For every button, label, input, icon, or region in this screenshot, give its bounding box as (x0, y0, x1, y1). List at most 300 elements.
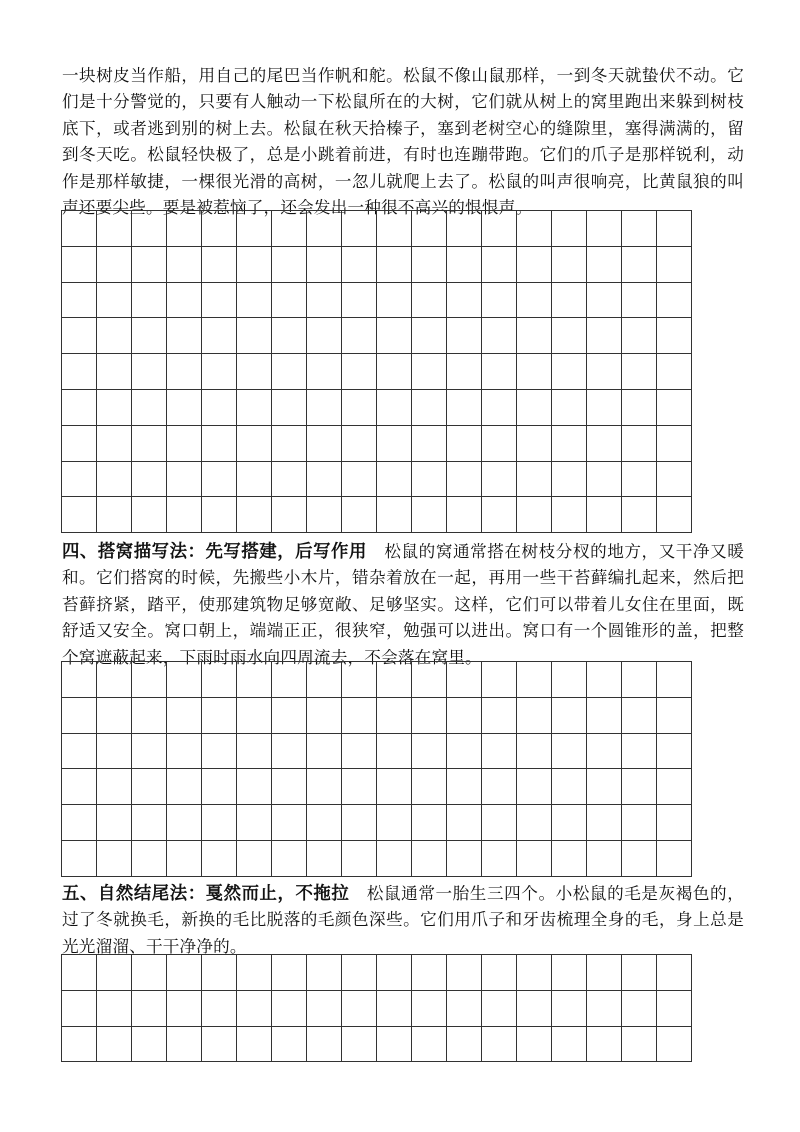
grid-cell[interactable] (167, 805, 202, 841)
grid-cell[interactable] (657, 497, 692, 533)
grid-cell[interactable] (272, 662, 307, 698)
grid-cell[interactable] (62, 955, 97, 991)
grid-cell[interactable] (202, 354, 237, 390)
grid-cell[interactable] (97, 461, 132, 497)
grid-cell[interactable] (622, 389, 657, 425)
grid-cell[interactable] (237, 955, 272, 991)
grid-cell[interactable] (237, 769, 272, 805)
grid-cell[interactable] (622, 662, 657, 698)
grid-cell[interactable] (482, 990, 517, 1026)
grid-cell[interactable] (307, 955, 342, 991)
grid-cell[interactable] (552, 282, 587, 318)
grid-cell[interactable] (97, 805, 132, 841)
grid-cell[interactable] (62, 389, 97, 425)
grid-cell[interactable] (587, 955, 622, 991)
grid-cell[interactable] (307, 318, 342, 354)
grid-cell[interactable] (447, 805, 482, 841)
grid-cell[interactable] (587, 211, 622, 247)
grid-cell[interactable] (62, 211, 97, 247)
grid-cell[interactable] (202, 733, 237, 769)
grid-cell[interactable] (482, 497, 517, 533)
grid-cell[interactable] (97, 354, 132, 390)
grid-cell[interactable] (552, 389, 587, 425)
grid-cell[interactable] (237, 282, 272, 318)
grid-cell[interactable] (272, 282, 307, 318)
grid-cell[interactable] (307, 990, 342, 1026)
grid-cell[interactable] (342, 425, 377, 461)
grid-cell[interactable] (342, 697, 377, 733)
grid-cell[interactable] (237, 318, 272, 354)
grid-cell[interactable] (307, 769, 342, 805)
grid-cell[interactable] (377, 769, 412, 805)
grid-cell[interactable] (167, 733, 202, 769)
grid-cell[interactable] (342, 805, 377, 841)
grid-cell[interactable] (342, 211, 377, 247)
grid-cell[interactable] (412, 1026, 447, 1062)
grid-cell[interactable] (622, 246, 657, 282)
grid-cell[interactable] (237, 662, 272, 698)
grid-cell[interactable] (62, 662, 97, 698)
grid-cell[interactable] (132, 211, 167, 247)
grid-cell[interactable] (622, 840, 657, 876)
grid-cell[interactable] (342, 461, 377, 497)
grid-cell[interactable] (377, 497, 412, 533)
grid-cell[interactable] (62, 425, 97, 461)
grid-cell[interactable] (587, 354, 622, 390)
grid-cell[interactable] (237, 1026, 272, 1062)
grid-cell[interactable] (167, 662, 202, 698)
grid-cell[interactable] (657, 246, 692, 282)
grid-cell[interactable] (517, 389, 552, 425)
grid-cell[interactable] (97, 733, 132, 769)
grid-cell[interactable] (167, 697, 202, 733)
grid-cell[interactable] (272, 425, 307, 461)
grid-cell[interactable] (97, 1026, 132, 1062)
grid-cell[interactable] (482, 354, 517, 390)
grid-cell[interactable] (167, 389, 202, 425)
grid-cell[interactable] (342, 1026, 377, 1062)
grid-cell[interactable] (62, 697, 97, 733)
grid-cell[interactable] (622, 697, 657, 733)
grid-cell[interactable] (587, 733, 622, 769)
grid-cell[interactable] (97, 697, 132, 733)
grid-cell[interactable] (202, 461, 237, 497)
grid-cell[interactable] (552, 1026, 587, 1062)
grid-cell[interactable] (307, 461, 342, 497)
grid-cell[interactable] (97, 662, 132, 698)
grid-cell[interactable] (377, 246, 412, 282)
grid-cell[interactable] (657, 990, 692, 1026)
grid-cell[interactable] (552, 211, 587, 247)
grid-cell[interactable] (167, 990, 202, 1026)
grid-cell[interactable] (342, 990, 377, 1026)
grid-cell[interactable] (132, 389, 167, 425)
grid-cell[interactable] (587, 840, 622, 876)
grid-cell[interactable] (272, 318, 307, 354)
grid-cell[interactable] (237, 990, 272, 1026)
grid-cell[interactable] (342, 246, 377, 282)
grid-cell[interactable] (517, 769, 552, 805)
grid-cell[interactable] (237, 211, 272, 247)
grid-cell[interactable] (447, 662, 482, 698)
grid-cell[interactable] (587, 805, 622, 841)
grid-cell[interactable] (377, 211, 412, 247)
grid-cell[interactable] (272, 389, 307, 425)
grid-cell[interactable] (342, 733, 377, 769)
grid-cell[interactable] (412, 211, 447, 247)
grid-cell[interactable] (412, 769, 447, 805)
grid-cell[interactable] (622, 354, 657, 390)
grid-cell[interactable] (412, 461, 447, 497)
grid-cell[interactable] (447, 1026, 482, 1062)
grid-cell[interactable] (377, 697, 412, 733)
grid-cell[interactable] (517, 1026, 552, 1062)
grid-cell[interactable] (552, 840, 587, 876)
grid-cell[interactable] (587, 497, 622, 533)
grid-cell[interactable] (587, 1026, 622, 1062)
grid-cell[interactable] (587, 318, 622, 354)
grid-cell[interactable] (132, 497, 167, 533)
grid-cell[interactable] (657, 282, 692, 318)
grid-cell[interactable] (552, 805, 587, 841)
grid-cell[interactable] (552, 497, 587, 533)
grid-cell[interactable] (622, 990, 657, 1026)
grid-cell[interactable] (517, 425, 552, 461)
grid-cell[interactable] (307, 662, 342, 698)
grid-cell[interactable] (237, 497, 272, 533)
grid-cell[interactable] (97, 425, 132, 461)
grid-cell[interactable] (342, 769, 377, 805)
grid-cell[interactable] (97, 769, 132, 805)
grid-cell[interactable] (412, 354, 447, 390)
grid-cell[interactable] (377, 354, 412, 390)
grid-cell[interactable] (622, 733, 657, 769)
grid-cell[interactable] (272, 697, 307, 733)
grid-cell[interactable] (307, 805, 342, 841)
grid-cell[interactable] (552, 697, 587, 733)
grid-cell[interactable] (132, 662, 167, 698)
grid-cell[interactable] (482, 461, 517, 497)
grid-cell[interactable] (552, 990, 587, 1026)
grid-cell[interactable] (412, 955, 447, 991)
grid-cell[interactable] (307, 425, 342, 461)
grid-cell[interactable] (552, 318, 587, 354)
grid-cell[interactable] (342, 389, 377, 425)
grid-cell[interactable] (552, 354, 587, 390)
grid-cell[interactable] (132, 769, 167, 805)
grid-cell[interactable] (202, 497, 237, 533)
grid-cell[interactable] (272, 1026, 307, 1062)
grid-cell[interactable] (447, 733, 482, 769)
grid-cell[interactable] (657, 697, 692, 733)
grid-cell[interactable] (447, 282, 482, 318)
grid-cell[interactable] (517, 990, 552, 1026)
grid-cell[interactable] (272, 246, 307, 282)
grid-cell[interactable] (237, 733, 272, 769)
grid-cell[interactable] (412, 697, 447, 733)
grid-cell[interactable] (622, 461, 657, 497)
grid-cell[interactable] (62, 805, 97, 841)
grid-cell[interactable] (97, 211, 132, 247)
grid-cell[interactable] (412, 246, 447, 282)
grid-cell[interactable] (272, 497, 307, 533)
grid-cell[interactable] (657, 805, 692, 841)
grid-cell[interactable] (657, 840, 692, 876)
grid-cell[interactable] (307, 389, 342, 425)
grid-cell[interactable] (167, 955, 202, 991)
writing-grid-2[interactable] (61, 661, 692, 877)
grid-cell[interactable] (237, 805, 272, 841)
grid-cell[interactable] (272, 769, 307, 805)
grid-cell[interactable] (552, 733, 587, 769)
grid-cell[interactable] (202, 318, 237, 354)
grid-cell[interactable] (587, 461, 622, 497)
grid-cell[interactable] (237, 425, 272, 461)
grid-cell[interactable] (132, 697, 167, 733)
grid-cell[interactable] (447, 389, 482, 425)
writing-grid-1[interactable] (61, 210, 692, 533)
grid-cell[interactable] (97, 246, 132, 282)
grid-cell[interactable] (657, 389, 692, 425)
grid-cell[interactable] (447, 211, 482, 247)
grid-cell[interactable] (97, 497, 132, 533)
grid-cell[interactable] (517, 354, 552, 390)
grid-cell[interactable] (622, 318, 657, 354)
grid-cell[interactable] (342, 662, 377, 698)
grid-cell[interactable] (622, 425, 657, 461)
grid-cell[interactable] (132, 425, 167, 461)
grid-cell[interactable] (657, 662, 692, 698)
grid-cell[interactable] (132, 354, 167, 390)
grid-cell[interactable] (447, 246, 482, 282)
grid-cell[interactable] (377, 425, 412, 461)
grid-cell[interactable] (447, 955, 482, 991)
grid-cell[interactable] (237, 697, 272, 733)
grid-cell[interactable] (587, 697, 622, 733)
grid-cell[interactable] (657, 354, 692, 390)
grid-cell[interactable] (622, 805, 657, 841)
grid-cell[interactable] (307, 840, 342, 876)
grid-cell[interactable] (307, 211, 342, 247)
grid-cell[interactable] (517, 497, 552, 533)
grid-cell[interactable] (587, 425, 622, 461)
grid-cell[interactable] (202, 955, 237, 991)
grid-cell[interactable] (482, 955, 517, 991)
grid-cell[interactable] (342, 955, 377, 991)
grid-cell[interactable] (517, 840, 552, 876)
grid-cell[interactable] (517, 662, 552, 698)
grid-cell[interactable] (622, 769, 657, 805)
grid-cell[interactable] (237, 389, 272, 425)
grid-cell[interactable] (202, 1026, 237, 1062)
grid-cell[interactable] (622, 497, 657, 533)
grid-cell[interactable] (657, 955, 692, 991)
grid-cell[interactable] (202, 697, 237, 733)
grid-cell[interactable] (202, 211, 237, 247)
grid-cell[interactable] (377, 662, 412, 698)
grid-cell[interactable] (342, 497, 377, 533)
grid-cell[interactable] (132, 318, 167, 354)
grid-cell[interactable] (657, 733, 692, 769)
grid-cell[interactable] (412, 840, 447, 876)
grid-cell[interactable] (307, 282, 342, 318)
grid-cell[interactable] (517, 697, 552, 733)
grid-cell[interactable] (237, 461, 272, 497)
grid-cell[interactable] (97, 955, 132, 991)
grid-cell[interactable] (272, 733, 307, 769)
grid-cell[interactable] (307, 1026, 342, 1062)
grid-cell[interactable] (622, 955, 657, 991)
grid-cell[interactable] (202, 389, 237, 425)
grid-cell[interactable] (202, 769, 237, 805)
grid-cell[interactable] (97, 990, 132, 1026)
grid-cell[interactable] (482, 697, 517, 733)
grid-cell[interactable] (552, 769, 587, 805)
grid-cell[interactable] (587, 769, 622, 805)
grid-cell[interactable] (412, 990, 447, 1026)
grid-cell[interactable] (377, 389, 412, 425)
grid-cell[interactable] (167, 461, 202, 497)
grid-cell[interactable] (342, 840, 377, 876)
grid-cell[interactable] (307, 733, 342, 769)
grid-cell[interactable] (167, 425, 202, 461)
grid-cell[interactable] (202, 805, 237, 841)
grid-cell[interactable] (97, 318, 132, 354)
grid-cell[interactable] (377, 805, 412, 841)
grid-cell[interactable] (447, 697, 482, 733)
grid-cell[interactable] (482, 389, 517, 425)
grid-cell[interactable] (377, 733, 412, 769)
grid-cell[interactable] (132, 733, 167, 769)
grid-cell[interactable] (412, 662, 447, 698)
grid-cell[interactable] (552, 955, 587, 991)
grid-cell[interactable] (272, 461, 307, 497)
grid-cell[interactable] (587, 246, 622, 282)
grid-cell[interactable] (167, 246, 202, 282)
grid-cell[interactable] (377, 1026, 412, 1062)
grid-cell[interactable] (552, 425, 587, 461)
grid-cell[interactable] (62, 840, 97, 876)
grid-cell[interactable] (482, 282, 517, 318)
grid-cell[interactable] (657, 318, 692, 354)
grid-cell[interactable] (517, 805, 552, 841)
grid-cell[interactable] (62, 733, 97, 769)
grid-cell[interactable] (657, 425, 692, 461)
grid-cell[interactable] (552, 662, 587, 698)
grid-cell[interactable] (307, 697, 342, 733)
grid-cell[interactable] (167, 1026, 202, 1062)
grid-cell[interactable] (237, 840, 272, 876)
grid-cell[interactable] (132, 282, 167, 318)
grid-cell[interactable] (377, 461, 412, 497)
grid-cell[interactable] (167, 318, 202, 354)
grid-cell[interactable] (132, 805, 167, 841)
grid-cell[interactable] (622, 282, 657, 318)
grid-cell[interactable] (412, 425, 447, 461)
grid-cell[interactable] (657, 1026, 692, 1062)
grid-cell[interactable] (482, 425, 517, 461)
grid-cell[interactable] (377, 955, 412, 991)
grid-cell[interactable] (412, 805, 447, 841)
grid-cell[interactable] (62, 1026, 97, 1062)
grid-cell[interactable] (447, 990, 482, 1026)
grid-cell[interactable] (517, 246, 552, 282)
grid-cell[interactable] (132, 461, 167, 497)
grid-cell[interactable] (482, 840, 517, 876)
grid-cell[interactable] (167, 769, 202, 805)
grid-cell[interactable] (657, 461, 692, 497)
grid-cell[interactable] (482, 1026, 517, 1062)
grid-cell[interactable] (587, 990, 622, 1026)
grid-cell[interactable] (587, 282, 622, 318)
grid-cell[interactable] (202, 662, 237, 698)
grid-cell[interactable] (552, 461, 587, 497)
grid-cell[interactable] (132, 990, 167, 1026)
grid-cell[interactable] (552, 246, 587, 282)
grid-cell[interactable] (307, 246, 342, 282)
grid-cell[interactable] (202, 840, 237, 876)
grid-cell[interactable] (62, 246, 97, 282)
grid-cell[interactable] (482, 805, 517, 841)
grid-cell[interactable] (482, 733, 517, 769)
grid-cell[interactable] (377, 282, 412, 318)
grid-cell[interactable] (237, 354, 272, 390)
grid-cell[interactable] (307, 497, 342, 533)
grid-cell[interactable] (62, 990, 97, 1026)
grid-cell[interactable] (447, 840, 482, 876)
grid-cell[interactable] (62, 497, 97, 533)
grid-cell[interactable] (62, 461, 97, 497)
grid-cell[interactable] (132, 246, 167, 282)
grid-cell[interactable] (97, 389, 132, 425)
grid-cell[interactable] (97, 840, 132, 876)
grid-cell[interactable] (517, 461, 552, 497)
grid-cell[interactable] (272, 354, 307, 390)
grid-cell[interactable] (167, 282, 202, 318)
grid-cell[interactable] (272, 840, 307, 876)
grid-cell[interactable] (272, 805, 307, 841)
grid-cell[interactable] (272, 211, 307, 247)
grid-cell[interactable] (657, 211, 692, 247)
grid-cell[interactable] (132, 840, 167, 876)
grid-cell[interactable] (482, 318, 517, 354)
grid-cell[interactable] (447, 769, 482, 805)
grid-cell[interactable] (412, 282, 447, 318)
writing-grid-3[interactable] (61, 954, 692, 1062)
grid-cell[interactable] (342, 318, 377, 354)
grid-cell[interactable] (412, 389, 447, 425)
grid-cell[interactable] (272, 955, 307, 991)
grid-cell[interactable] (377, 318, 412, 354)
grid-cell[interactable] (167, 840, 202, 876)
grid-cell[interactable] (517, 318, 552, 354)
grid-cell[interactable] (342, 354, 377, 390)
grid-cell[interactable] (307, 354, 342, 390)
grid-cell[interactable] (237, 246, 272, 282)
grid-cell[interactable] (167, 497, 202, 533)
grid-cell[interactable] (202, 246, 237, 282)
grid-cell[interactable] (447, 354, 482, 390)
grid-cell[interactable] (342, 282, 377, 318)
grid-cell[interactable] (622, 1026, 657, 1062)
grid-cell[interactable] (447, 318, 482, 354)
grid-cell[interactable] (272, 990, 307, 1026)
grid-cell[interactable] (62, 318, 97, 354)
grid-cell[interactable] (517, 733, 552, 769)
grid-cell[interactable] (412, 733, 447, 769)
grid-cell[interactable] (482, 211, 517, 247)
grid-cell[interactable] (62, 769, 97, 805)
